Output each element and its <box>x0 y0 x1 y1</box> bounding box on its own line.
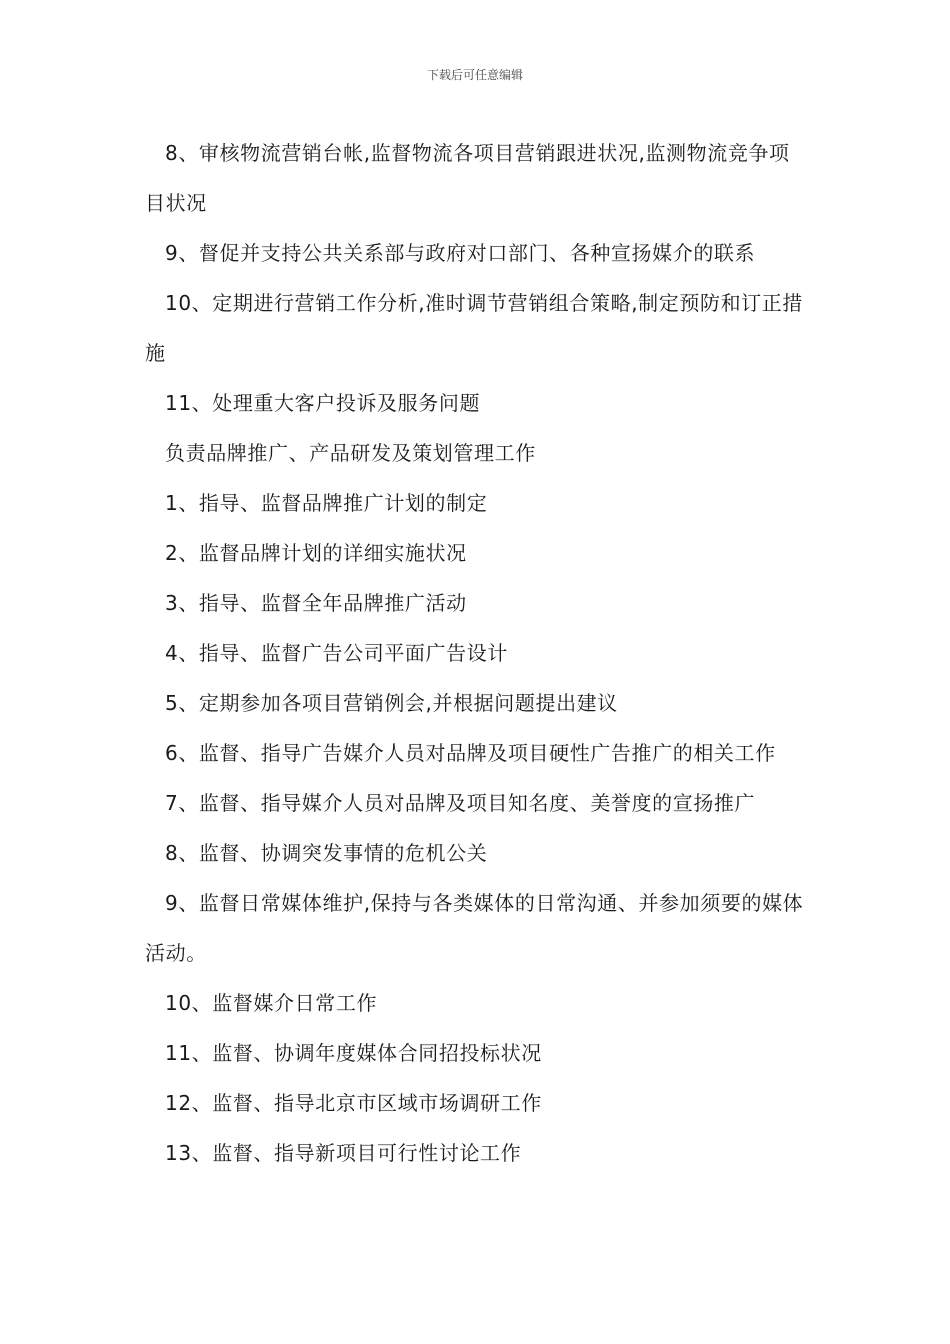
paragraph: 4、指导、监督广告公司平面广告设计 <box>165 641 508 665</box>
document-body <box>145 128 810 1178</box>
paragraph: 12、监督、指导北京市区域市场调研工作 <box>165 1091 542 1115</box>
paragraph: 1、指导、监督品牌推广计划的制定 <box>165 491 488 515</box>
paragraph: 9、监督日常媒体维护,保持与各类媒体的日常沟通、并参加须要的媒体活动。 <box>145 891 804 965</box>
paragraph: 9、督促并支持公共关系部与政府对口部门、各种宣扬媒介的联系 <box>165 241 756 265</box>
paragraph: 11、监督、协调年度媒体合同招投标状况 <box>165 1041 542 1065</box>
section-heading: 负责品牌推广、产品研发及策划管理工作 <box>165 441 536 465</box>
paragraph: 3、指导、监督全年品牌推广活动 <box>165 591 467 615</box>
paragraph: 6、监督、指导广告媒介人员对品牌及项目硬性广告推广的相关工作 <box>165 741 776 765</box>
paragraph: 7、监督、指导媒介人员对品牌及项目知名度、美誉度的宣扬推广 <box>165 791 756 815</box>
paragraph: 8、监督、协调突发事情的危机公关 <box>165 841 488 865</box>
paragraph: 2、监督品牌计划的详细实施状况 <box>165 541 467 565</box>
paragraph: 13、监督、指导新项目可行性讨论工作 <box>165 1141 522 1165</box>
paragraph: 10、定期进行营销工作分析,准时调节营销组合策略,制定预防和订正措施 <box>145 291 803 365</box>
page-header: 下载后可任意编辑 <box>426 68 523 82</box>
paragraph: 10、监督媒介日常工作 <box>165 991 378 1015</box>
paragraph: 5、定期参加各项目营销例会,并根据问题提出建议 <box>165 691 618 715</box>
paragraph: 8、审核物流营销台帐,监督物流各项目营销跟进状况,监测物流竞争项目状况 <box>145 141 790 215</box>
paragraph: 11、处理重大客户投诉及服务问题 <box>165 391 481 415</box>
